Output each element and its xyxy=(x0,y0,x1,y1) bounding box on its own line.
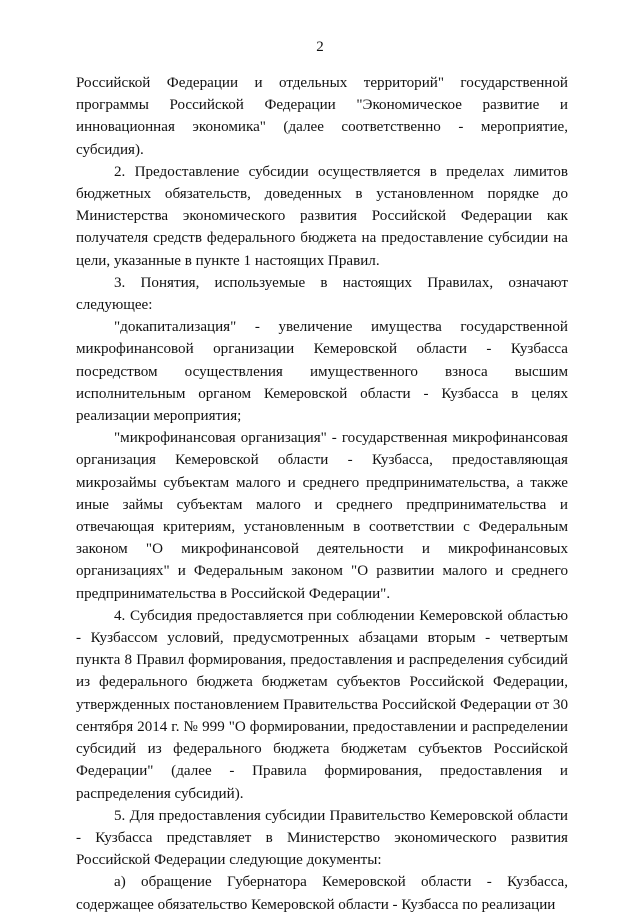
paragraph-definition-microfinance-organization: "микрофинансовая организация" - государственная микрофинансовая организация Кемеровской области - Кузбасса, предоставляющая микрозаймы субъектам малого и среднего предпринимательства, а также иные займы субъектам малого и среднего предпринимательства и отвечающая критериям, установленным в соответствии с Федеральным законом "О микрофинансовой деятельности и микрофинансовых организациях" и Федеральным законом "О развитии малого и среднего предпринимательства в Российской Федерации". xyxy=(76,430,568,602)
paragraph-definition-recapitalization: "докапитализация" - увеличение имущества государственной микрофинансовой организации Кемеровской области - Кузбасса посредством осуществления имущественного взноса высшим исполнительным органом Кемеровской области - Кузбасса в целях реализации мероприятия; xyxy=(76,319,568,425)
paragraph-continuation: Российской Федерации и отдельных территорий" государственной программы Российской Федерации "Экономическое развитие и инновационная экономика" (далее соответственно - мероприятие, субсидия). xyxy=(76,75,568,158)
page-number: 2 xyxy=(316,39,324,55)
paragraph-clause-5: 5. Для предоставления субсидии Правительство Кемеровской области - Кузбасса представляет в Министерство экономического развития Российской Федерации следующие документы: xyxy=(76,807,568,869)
document-body xyxy=(76,72,568,916)
paragraph-subclause-a: а) обращение Губернатора Кемеровской области - Кузбасса, содержащее обязательство Кемеровской области - Кузбасса по реализации xyxy=(76,874,568,913)
paragraph-clause-3: 3. Понятия, используемые в настоящих Правилах, означают следующее: xyxy=(76,274,568,314)
paragraph-clause-4: 4. Субсидия предоставляется при соблюдении Кемеровской областью - Кузбассом условий, предусмотренных абзацами вторым - четвертым пункта 8 Правил формирования, предоставления и распределения субсидий из федерального бюджета бюджетам субъектов Российской Федерации, утвержденных постановлением Правительства Российской Федерации от 30 сентября 2014 г. № 999 "О формировании, предоставлении и распределении субсидий из федерального бюджета бюджетам субъектов Российской Федерации" (далее - Правила формирования, предоставления и распределения субсидий). xyxy=(76,607,568,802)
paragraph-clause-2: 2. Предоставление субсидии осуществляется в пределах лимитов бюджетных обязательств, доведенных в установленном порядке до Министерства экономического развития Российской Федерации как получателя средств федерального бюджета на предоставление субсидии на цели, указанные в пункте 1 настоящих Правил. xyxy=(76,163,568,269)
